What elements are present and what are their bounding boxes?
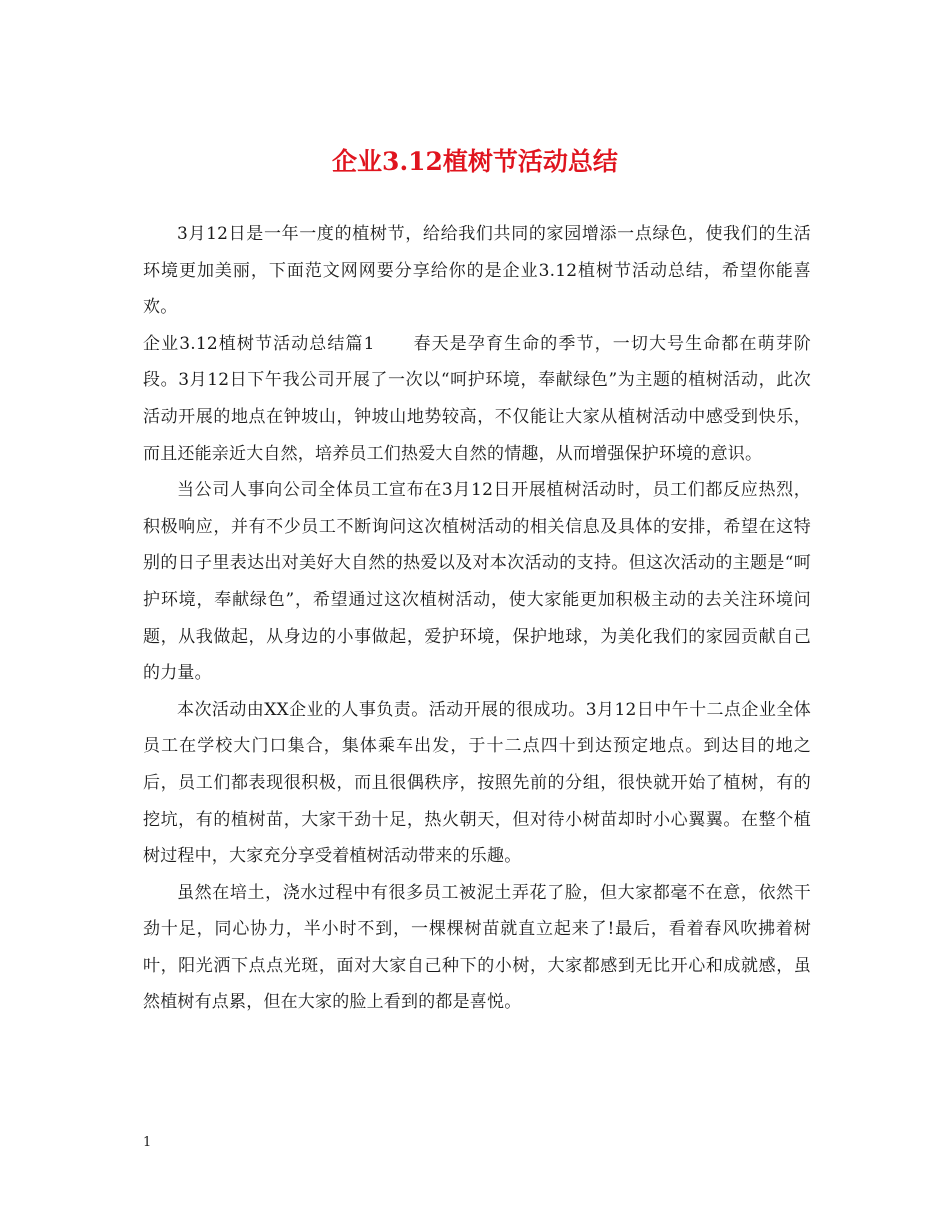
body-paragraph: 当公司人事向公司全体员工宣布在3月12日开展植树活动时，员工们都反应热烈，积极响应，并有不少员工不断询问这次植树活动的相关信息及具体的安排，希望在这特别的日子里表达出对美好大自然的热爱以及对本次活动的支持。但这次活动的主题是“呵护环境，奉献绿色”，希望通过这次植树活动，使大家能更加积极主动的去关注环境问题，从我做起，从身边的小事做起，爱护环境，保护地球，为美化我们的家园贡献自己的力量。 (143, 480, 811, 684)
body-paragraph: 虽然在培土，浇水过程中有很多员工被泥土弄花了脸，但大家都毫不在意，依然干劲十足，同心协力，半小时不到，一棵棵树苗就直立起来了!最后，看着春风吹拂着树叶，阳光洒下点点光斑，面对大家自己种下的小树，大家都感到无比开心和成就感，虽然植树有点累，但在大家的脸上看到的都是喜悦。 (143, 882, 811, 1013)
page-number: 1 (143, 1135, 152, 1150)
section-heading: 企业3.12植树节活动总结篇1 (143, 333, 375, 354)
section-paragraph-1 (143, 326, 811, 472)
document-body (143, 216, 811, 1021)
document-title: 企业3.12植树节活动总结 (332, 147, 618, 176)
body-paragraph: 本次活动由XX企业的人事负责。活动开展的很成功。3月12日中午十二点企业全体员工在学校大门口集合，集体乘车出发，于十二点四十到达预定地点。到达目的地之后，员工们都表现很积极，而且很偶秩序，按照先前的分组，很快就开始了植树，有的挖坑，有的植树苗，大家干劲十足，热火朝天，但对待小树苗却时小心翼翼。在整个植树过程中，大家充分享受着植树活动带来的乐趣。 (143, 699, 811, 867)
intro-paragraph: 3月12日是一年一度的植树节，给给我们共同的家园增添一点绿色，使我们的生活环境更加美丽，下面范文网网要分享给你的是企业3.12植树节活动总结，希望你能喜欢。 (143, 224, 811, 318)
paragraph-text: 春天是孕育生命的季节，一切大号生命都在萌芽阶段。3月12日下午我公司开展了一次以“呵护环境，奉献绿色”为主题的植树活动，此次活动开展的地点在钟坡山，钟坡山地势较高，不仅能让大家从植树活动中感受到快乐，而且还能亲近大自然，培养员工们热爱大自然的情趣，从而增强保护环境的意识。 (143, 333, 812, 464)
